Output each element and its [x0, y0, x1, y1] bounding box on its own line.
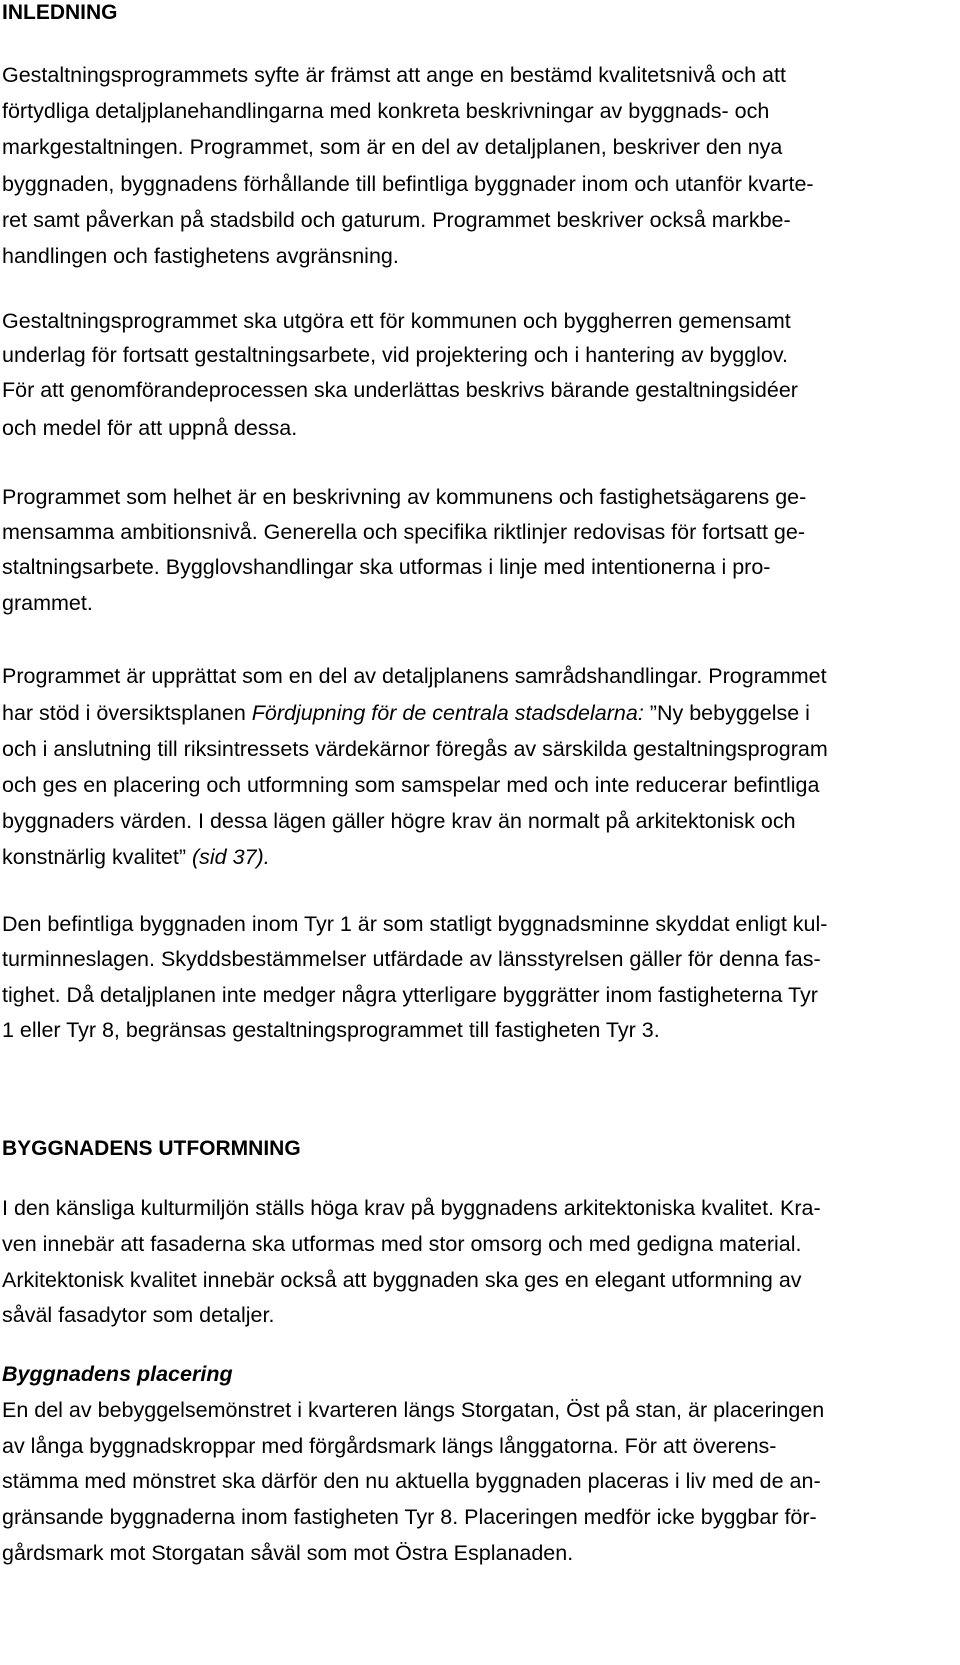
paragraph-4-line-5: byggnaders värden. I dessa lägen gäller högre krav än normalt på arkitektonisk och — [2, 809, 796, 833]
subheading-byggnadens-placering: Byggnadens placering — [2, 1362, 233, 1386]
paragraph-5-line-4: 1 eller Tyr 8, begränsas gestaltningsprogrammet till fastigheten Tyr 3. — [2, 1018, 660, 1042]
paragraph-4-line-6-text: konstnärlig kvalitet” — [2, 845, 192, 869]
heading-byggnadens-utformning: BYGGNADENS UTFORMNING — [2, 1137, 301, 1160]
paragraph-4-line-2-text-a: har stöd i översiktsplanen — [2, 701, 252, 725]
paragraph-5-line-3: tighet. Då detaljplanen inte medger några ytterligare byggrätter inom fastigheterna Tyr — [2, 983, 818, 1007]
paragraph-5-line-1: Den befintliga byggnaden inom Tyr 1 är som statligt byggnadsminne skyddat enligt kul- — [2, 912, 828, 936]
paragraph-4-page-reference: (sid 37). — [192, 845, 270, 869]
paragraph-7-line-5: gårdsmark mot Storgatan såväl som mot Östra Esplanaden. — [2, 1541, 574, 1565]
paragraph-3-line-4: grammet. — [2, 591, 93, 615]
paragraph-7-line-1: En del av bebyggelsemönstret i kvarteren längs Storgatan, Öst på stan, är placeringen — [2, 1398, 825, 1422]
heading-inledning: INLEDNING — [2, 1, 118, 24]
paragraph-2-line-1: Gestaltningsprogrammet ska utgöra ett för kommunen och byggherren gemensamt — [2, 309, 791, 333]
paragraph-2-line-4: och medel för att uppnå dessa. — [2, 416, 298, 440]
paragraph-1-line-1: Gestaltningsprogrammets syfte är främst att ange en bestämd kvalitetsnivå och att — [2, 63, 786, 87]
paragraph-3-line-2: mensamma ambitionsnivå. Generella och specifika riktlinjer redovisas för fortsatt ge- — [2, 520, 805, 544]
paragraph-5-line-2: turminneslagen. Skyddsbestämmelser utfärdade av länsstyrelsen gäller för denna fas- — [2, 947, 821, 971]
paragraph-4-line-1: Programmet är upprättat som en del av detaljplanens samrådshandlingar. Programmet — [2, 664, 827, 688]
paragraph-4-line-4: och ges en placering och utformning som samspelar med och inte reducerar befintliga — [2, 773, 820, 797]
paragraph-1-line-3: markgestaltningen. Programmet, som är en del av detaljplanen, beskriver den nya — [2, 135, 783, 159]
paragraph-4-line-6 — [2, 844, 270, 870]
paragraph-1-line-6: handlingen och fastighetens avgränsning. — [2, 244, 399, 268]
paragraph-6-line-3: Arkitektonisk kvalitet innebär också att byggnaden ska ges en elegant utformning av — [2, 1268, 802, 1292]
paragraph-4-line-2 — [2, 700, 810, 726]
paragraph-6-line-2: ven innebär att fasaderna ska utformas med stor omsorg och med gedigna material. — [2, 1232, 802, 1256]
paragraph-3-line-3: staltningsarbete. Bygglovshandlingar ska utformas i linje med intentionerna i pro- — [2, 555, 771, 579]
paragraph-6-line-1: I den känsliga kulturmiljön ställs höga krav på byggnadens arkitektoniska kvalitet. Kra- — [2, 1196, 821, 1220]
paragraph-1-line-2: förtydliga detaljplanehandlingarna med konkreta beskrivningar av byggnads- och — [2, 99, 770, 123]
paragraph-4-line-2-text-b: ”Ny bebyggelse i — [643, 701, 810, 725]
paragraph-1-line-5: ret samt påverkan på stadsbild och gaturum. Programmet beskriver också markbe- — [2, 208, 791, 232]
paragraph-4-line-3: och i anslutning till riksintressets värdekärnor föregås av särskilda gestaltningsprogram — [2, 737, 828, 761]
paragraph-2-line-2: underlag för fortsatt gestaltningsarbete, vid projektering och i hantering av bygglov. — [2, 343, 789, 367]
paragraph-7-line-2: av långa byggnadskroppar med förgårdsmark längs långgatorna. För att överens- — [2, 1434, 777, 1458]
paragraph-6-line-4: såväl fasadytor som detaljer. — [2, 1303, 275, 1327]
paragraph-2-line-3: För att genomförandeprocessen ska underlättas beskrivs bärande gestaltningsidéer — [2, 378, 798, 402]
paragraph-3-line-1: Programmet som helhet är en beskrivning av kommunens och fastighetsägarens ge- — [2, 485, 807, 509]
paragraph-1-line-4: byggnaden, byggnadens förhållande till befintliga byggnader inom och utanför kvarte- — [2, 172, 814, 196]
paragraph-4-document-title: Fördjupning för de centrala stadsdelarna: — [251, 701, 644, 725]
paragraph-7-line-4: gränsande byggnaderna inom fastigheten Tyr 8. Placeringen medför icke byggbar för- — [2, 1505, 817, 1529]
paragraph-7-line-3: stämma med mönstret ska därför den nu aktuella byggnaden placeras i liv med de an- — [2, 1469, 821, 1493]
